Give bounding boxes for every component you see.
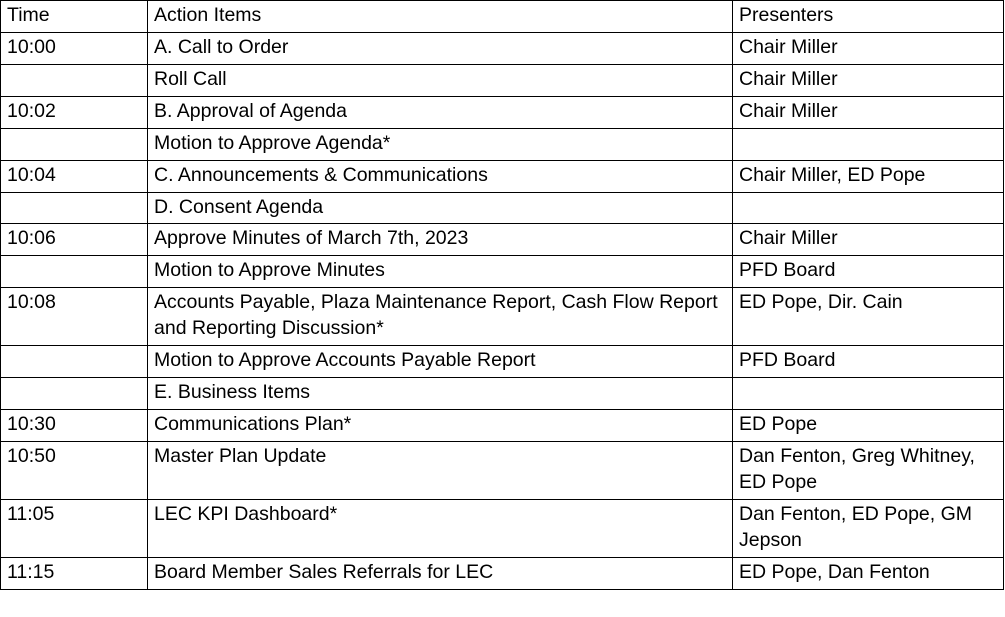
cell-action-item: Communications Plan* (148, 409, 733, 441)
table-row (1, 441, 1004, 499)
cell-action-item: Motion to Approve Accounts Payable Report (148, 346, 733, 378)
table-row (1, 378, 1004, 410)
cell-presenters: Chair Miller (733, 224, 1004, 256)
cell-presenters: ED Pope (733, 409, 1004, 441)
column-header-time: Time (1, 1, 148, 33)
cell-time: 10:08 (1, 288, 148, 346)
cell-time: 11:15 (1, 557, 148, 589)
cell-presenters (733, 128, 1004, 160)
cell-action-item: B. Approval of Agenda (148, 96, 733, 128)
cell-presenters: ED Pope, Dan Fenton (733, 557, 1004, 589)
cell-presenters (733, 378, 1004, 410)
cell-presenters: Chair Miller (733, 96, 1004, 128)
table-header-row (1, 1, 1004, 33)
cell-time: 11:05 (1, 499, 148, 557)
cell-time: 10:06 (1, 224, 148, 256)
table-row (1, 557, 1004, 589)
cell-time (1, 64, 148, 96)
cell-action-item: C. Announcements & Communications (148, 160, 733, 192)
cell-presenters: Dan Fenton, Greg Whitney, ED Pope (733, 441, 1004, 499)
cell-action-item: Approve Minutes of March 7th, 2023 (148, 224, 733, 256)
cell-presenters: Chair Miller (733, 64, 1004, 96)
cell-time: 10:30 (1, 409, 148, 441)
cell-presenters: Chair Miller (733, 32, 1004, 64)
cell-time: 10:00 (1, 32, 148, 64)
table-row (1, 256, 1004, 288)
table-row (1, 32, 1004, 64)
table-row (1, 64, 1004, 96)
cell-presenters (733, 192, 1004, 224)
cell-presenters: PFD Board (733, 346, 1004, 378)
cell-time: 10:50 (1, 441, 148, 499)
cell-action-item: Roll Call (148, 64, 733, 96)
cell-presenters: PFD Board (733, 256, 1004, 288)
table-row (1, 346, 1004, 378)
cell-presenters: Chair Miller, ED Pope (733, 160, 1004, 192)
table-row (1, 499, 1004, 557)
cell-action-item: Motion to Approve Agenda* (148, 128, 733, 160)
cell-time (1, 378, 148, 410)
table-row (1, 288, 1004, 346)
table-row (1, 192, 1004, 224)
agenda-table-body (1, 1, 1004, 590)
cell-action-item: Motion to Approve Minutes (148, 256, 733, 288)
cell-time: 10:02 (1, 96, 148, 128)
table-row (1, 128, 1004, 160)
cell-action-item: Accounts Payable, Plaza Maintenance Report, Cash Flow Report and Reporting Discussion* (148, 288, 733, 346)
cell-time: 10:04 (1, 160, 148, 192)
column-header-action-items: Action Items (148, 1, 733, 33)
cell-action-item: E. Business Items (148, 378, 733, 410)
cell-time (1, 128, 148, 160)
column-header-presenters: Presenters (733, 1, 1004, 33)
cell-time (1, 192, 148, 224)
table-row (1, 409, 1004, 441)
cell-presenters: Dan Fenton, ED Pope, GM Jepson (733, 499, 1004, 557)
cell-action-item: A. Call to Order (148, 32, 733, 64)
cell-action-item: LEC KPI Dashboard* (148, 499, 733, 557)
cell-presenters: ED Pope, Dir. Cain (733, 288, 1004, 346)
cell-action-item: D. Consent Agenda (148, 192, 733, 224)
table-row (1, 224, 1004, 256)
table-row (1, 160, 1004, 192)
cell-time (1, 256, 148, 288)
table-row (1, 96, 1004, 128)
cell-time (1, 346, 148, 378)
cell-action-item: Board Member Sales Referrals for LEC (148, 557, 733, 589)
cell-action-item: Master Plan Update (148, 441, 733, 499)
